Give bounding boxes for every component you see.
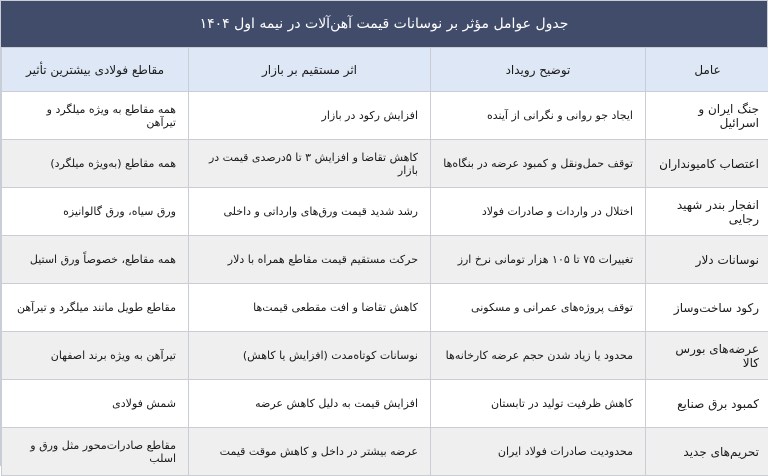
table-row [2,332,768,380]
cell-description: ایجاد جو روانی و نگرانی از آینده [431,92,646,140]
cell-description: تغییرات ۷۵ تا ۱۰۵ هزار تومانی نرخ ارز [431,236,646,284]
table-row [2,284,768,332]
table-row [2,428,768,476]
cell-description: توقف پروژه‌های عمرانی و مسکونی [431,284,646,332]
cell-market-effect: حرکت مستقیم قیمت مقاطع همراه با دلار [189,236,431,284]
cell-factor: تحریم‌های جدید [646,428,768,476]
cell-market-effect: کاهش تقاضا و افزایش ۳ تا ۵درصدی قیمت در بازار [189,140,431,188]
table-title [1,1,767,47]
table-row [2,92,768,140]
cell-factor: اعتصاب کامیونداران [646,140,768,188]
cell-factor: کمبود برق صنایع [646,380,768,428]
cell-factor: رکود ساخت‌وساز [646,284,768,332]
cell-factor: انفجار بندر شهید رجایی [646,188,768,236]
table-title-text: جدول عوامل مؤثر بر نوسانات قیمت آهن‌آلات در نیمه اول ۱۴۰۴ [200,16,569,32]
cell-sectors: همه مقاطع (به‌ویژه میلگرد) [2,140,189,188]
cell-factor: جنگ ایران و اسرائیل [646,92,768,140]
table-row [2,140,768,188]
cell-sectors: همه مقاطع، خصوصاً ورق استیل [2,236,189,284]
table-row [2,188,768,236]
cell-description: اختلال در واردات و صادرات فولاد [431,188,646,236]
factors-table [1,47,768,476]
cell-market-effect: عرضه بیشتر در داخل و کاهش موقت قیمت [189,428,431,476]
cell-description: توقف حمل‌ونقل و کمبود عرضه در بنگاه‌ها [431,140,646,188]
table-row [2,380,768,428]
table-header-row [2,48,768,92]
cell-factor: عرضه‌های بورس کالا [646,332,768,380]
header-sectors: مقاطع فولادی بیشترین تأثیر [2,48,189,92]
table-row [2,236,768,284]
cell-market-effect: افزایش رکود در بازار [189,92,431,140]
cell-market-effect: افزایش قیمت به دلیل کاهش عرضه [189,380,431,428]
cell-sectors: شمش فولادی [2,380,189,428]
cell-sectors: ورق سیاه، ورق گالوانیزه [2,188,189,236]
cell-factor: نوسانات دلار [646,236,768,284]
cell-market-effect: نوسانات کوتاه‌مدت (افزایش یا کاهش) [189,332,431,380]
cell-sectors: مقاطع طویل مانند میلگرد و تیرآهن [2,284,189,332]
cell-sectors: تیرآهن به ویژه برند اصفهان [2,332,189,380]
cell-sectors: همه مقاطع به ویژه میلگرد و تیرآهن [2,92,189,140]
cell-market-effect: کاهش تقاضا و افت مقطعی قیمت‌ها [189,284,431,332]
cell-description: کاهش ظرفیت تولید در تابستان [431,380,646,428]
cell-description: محدود یا زیاد شدن حجم عرضه کارخانه‌ها [431,332,646,380]
header-description: توضیح رویداد [431,48,646,92]
cell-description: محدودیت صادرات فولاد ایران [431,428,646,476]
header-factor: عامل [646,48,768,92]
cell-sectors: مقاطع صادرات‌محور مثل ورق و اسلب [2,428,189,476]
cell-market-effect: رشد شدید قیمت ورق‌های وارداتی و داخلی [189,188,431,236]
header-market-effect: اثر مستقیم بر بازار [189,48,431,92]
